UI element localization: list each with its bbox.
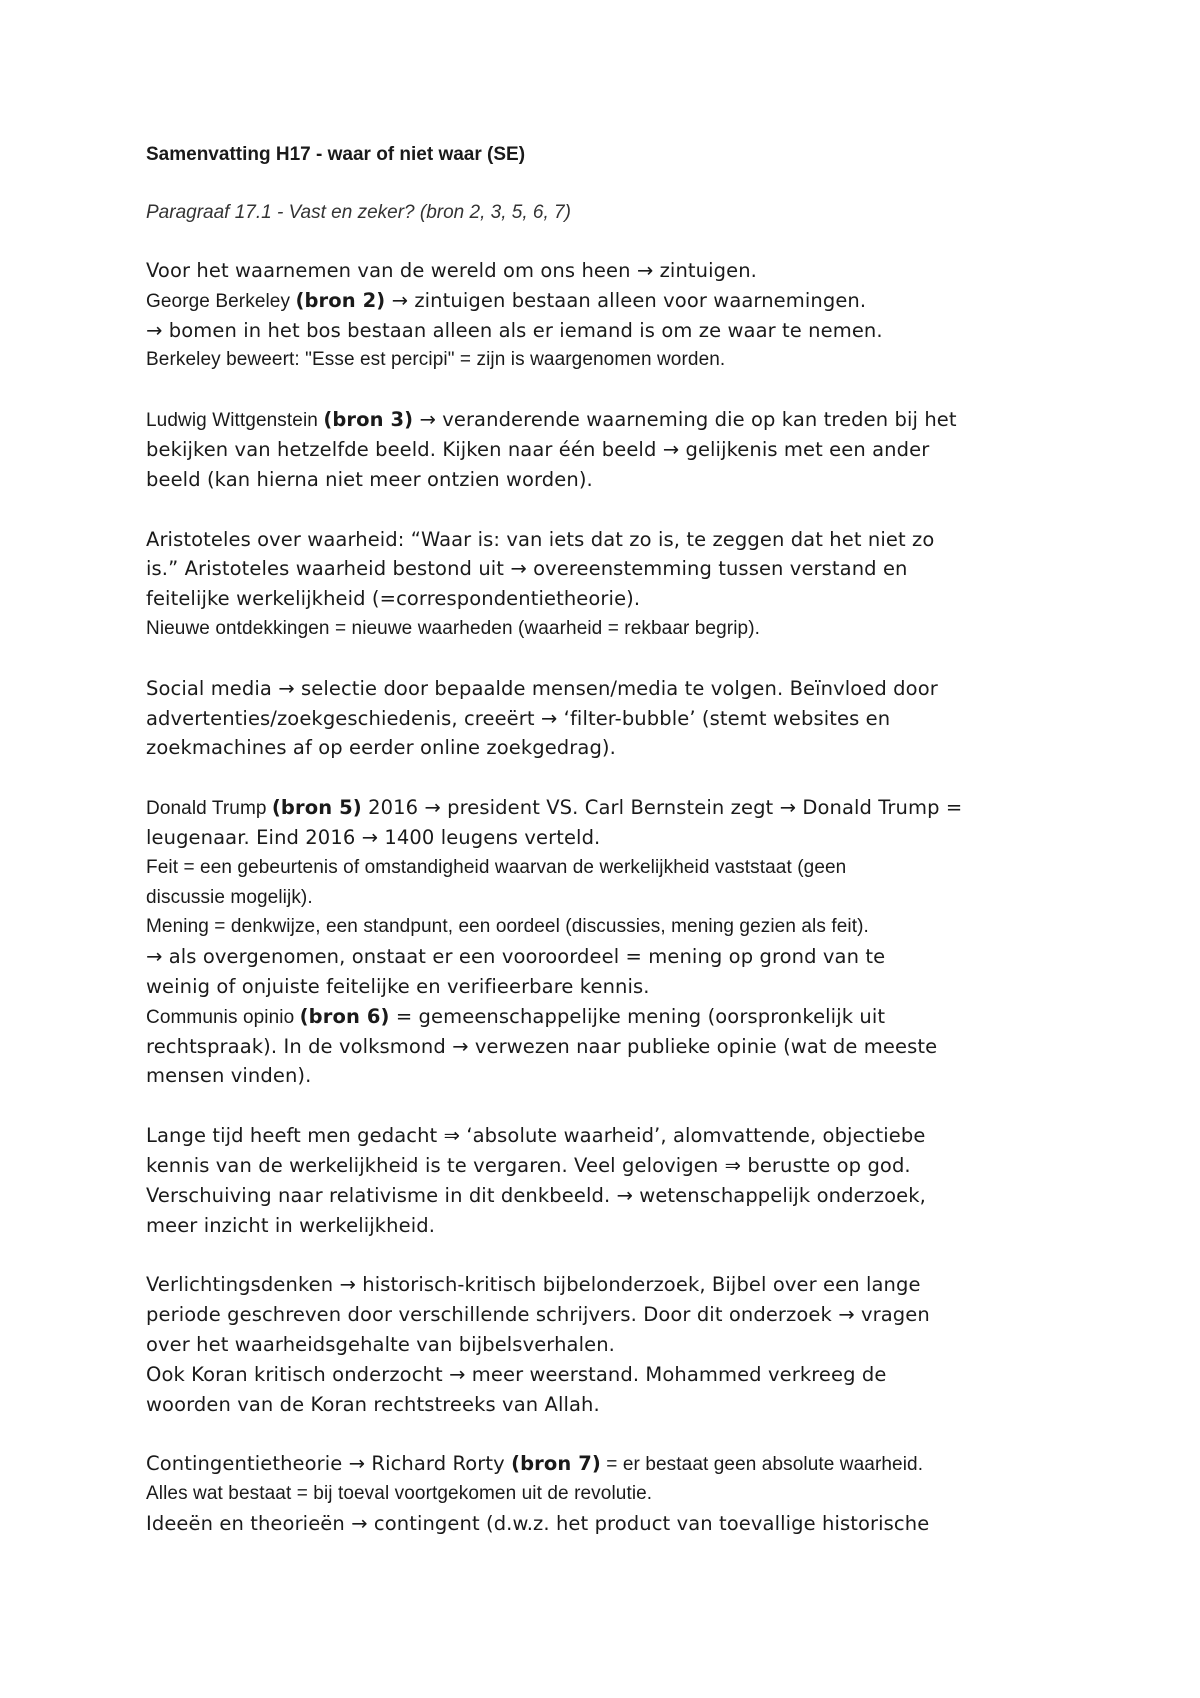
text-segment: → veranderende waarneming die op kan treden bij het	[413, 408, 957, 432]
text-segment: Ludwig Wittgenstein	[146, 410, 324, 432]
document-title: Samenvatting H17 - waar of niet waar (SE)	[146, 144, 526, 165]
text-segment: Mening = denkwijze, een standpunt, een oordeel (discussies, mening gezien als feit).	[146, 916, 869, 938]
text-line	[146, 1181, 1066, 1211]
text-segment: → zintuigen bestaan alleen voor waarnemingen.	[385, 288, 867, 312]
text-line	[146, 1270, 1066, 1300]
text-segment: Verlichtingsdenken → historisch-kritisch bijbelonderzoek, Bijbel over een lange	[146, 1273, 921, 1297]
text-line	[146, 1449, 1066, 1479]
text-line	[146, 1211, 1066, 1241]
text-segment: George Berkeley	[146, 290, 296, 312]
text-line	[146, 942, 1066, 972]
text-segment: advertenties/zoekgeschiedenis, creeërt → ‘filter-bubble’ (stemt websites en	[146, 706, 891, 730]
text-line	[146, 1300, 1066, 1330]
text-segment: periode geschreven door verschillende schrijvers. Door dit onderzoek → vragen	[146, 1303, 930, 1327]
paragraph	[146, 1121, 1066, 1240]
paragraph	[146, 1270, 1066, 1419]
text-segment: woorden van de Koran rechtstreeks van Allah.	[146, 1392, 600, 1416]
paragraph	[146, 674, 1066, 763]
text-segment: mensen vinden).	[146, 1064, 312, 1088]
document-body	[146, 140, 1066, 1569]
text-line	[146, 1479, 1066, 1509]
text-segment: over het waarheidsgehalte van bijbelsverhalen.	[146, 1332, 615, 1356]
text-line	[146, 435, 1066, 465]
text-line	[146, 1032, 1066, 1062]
text-segment: Voor het waarnemen van de wereld om ons heen → zintuigen.	[146, 259, 757, 282]
text-line	[146, 1121, 1066, 1151]
text-segment: beeld (kan hierna niet meer ontzien worden).	[146, 467, 593, 491]
paragraph	[146, 1449, 1066, 1538]
text-line	[146, 674, 1066, 704]
paragraph	[146, 256, 1066, 375]
text-line	[146, 1509, 1066, 1539]
text-line	[146, 912, 1066, 942]
text-segment: → als overgenomen, onstaat er een vooroordeel = mening op grond van te	[146, 945, 886, 969]
text-segment: Contingentietheorie → Richard Rorty	[146, 1452, 512, 1476]
text-line	[146, 584, 1066, 614]
text-segment: Verschuiving naar relativisme in dit denkbeeld. → wetenschappelijk onderzoek,	[146, 1183, 926, 1207]
paragraph-list	[146, 256, 1066, 1539]
text-segment: Social media → selectie door bepaalde mensen/media te volgen. Beïnvloed door	[146, 676, 938, 700]
text-segment: = gemeenschappelijke mening (oorspronkelijk uit	[389, 1004, 886, 1028]
text-line	[146, 793, 1066, 823]
text-line	[146, 823, 1066, 853]
text-line	[146, 1360, 1066, 1390]
source-reference: (bron 2)	[295, 288, 386, 312]
source-reference: (bron 3)	[323, 408, 414, 432]
source-reference: (bron 6)	[299, 1004, 390, 1028]
text-line	[146, 256, 1066, 286]
text-line	[146, 465, 1066, 495]
text-segment: zoekmachines af op eerder online zoekgedrag).	[146, 736, 616, 760]
paragraph	[146, 525, 1066, 644]
text-segment: rechtspraak). In de volksmond → verwezen naar publieke opinie (wat de meeste	[146, 1034, 938, 1058]
text-line	[146, 345, 1066, 375]
text-segment: weinig of onjuiste feitelijke en verifieerbare kennis.	[146, 974, 650, 998]
text-segment: = er bestaat geen absolute waarheid.	[600, 1454, 924, 1476]
text-segment: 2016 → president VS. Carl Bernstein zegt → Donald Trump =	[361, 796, 963, 820]
text-segment: discussie mogelijk).	[146, 886, 313, 908]
source-reference: (bron 7)	[511, 1452, 601, 1476]
text-segment: → bomen in het bos bestaan alleen als er iemand is om ze waar te nemen.	[146, 318, 883, 342]
text-line	[146, 554, 1066, 584]
text-line	[146, 733, 1066, 763]
text-segment: Ook Koran kritisch onderzocht → meer weerstand. Mohammed verkreeg de	[146, 1362, 887, 1386]
section-subtitle: Paragraaf 17.1 - Vast en zeker? (bron 2, 3, 5, 6, 7)	[146, 202, 571, 223]
text-line	[146, 1151, 1066, 1181]
text-segment: is.” Aristoteles waarheid bestond uit → overeenstemming tussen verstand en	[146, 557, 908, 581]
text-segment: Nieuwe ontdekkingen = nieuwe waarheden (waarheid = rekbaar begrip).	[146, 617, 761, 639]
text-segment: feitelijke werkelijkheid (=correspondentietheorie).	[146, 587, 641, 611]
source-reference: (bron 5)	[271, 796, 362, 820]
text-segment: Ideeën en theorieën → contingent (d.w.z. het product van toevallige historische	[146, 1511, 930, 1535]
text-segment: bekijken van hetzelfde beeld. Kijken naar één beeld → gelijkenis met een ander	[146, 437, 930, 461]
text-segment: Alles wat bestaat = bij toeval voortgekomen uit de revolutie.	[146, 1483, 653, 1505]
text-segment: meer inzicht in werkelijkheid.	[146, 1213, 435, 1237]
text-line	[146, 1330, 1066, 1360]
text-line	[146, 316, 1066, 346]
text-line	[146, 525, 1066, 555]
text-segment: Lange tijd heeft men gedacht ⇒ ‘absolute waarheid’, alomvattende, objectiebe	[146, 1124, 926, 1148]
text-segment: leugenaar. Eind 2016 → 1400 leugens verteld.	[146, 825, 601, 849]
text-line	[146, 883, 1066, 913]
text-segment: Berkeley beweert: "Esse est percipi" = zijn is waargenomen worden.	[146, 349, 726, 371]
text-segment: Feit = een gebeurtenis of omstandigheid waarvan de werkelijkheid vaststaat (geen	[146, 856, 847, 878]
paragraph	[146, 405, 1066, 494]
text-line	[146, 972, 1066, 1002]
text-line	[146, 1390, 1066, 1420]
paragraph	[146, 793, 1066, 1091]
text-line	[146, 704, 1066, 734]
text-line	[146, 853, 1066, 883]
text-line	[146, 1061, 1066, 1091]
text-segment: Aristoteles over waarheid: “Waar is: van iets dat zo is, te zeggen dat het niet zo	[146, 527, 935, 551]
text-line	[146, 286, 1066, 316]
text-segment: kennis van de werkelijkheid is te vergaren. Veel gelovigen ⇒ berustte op god.	[146, 1153, 911, 1177]
text-segment: Donald Trump	[146, 798, 272, 820]
text-segment: Communis opinio	[146, 1006, 300, 1028]
text-line	[146, 405, 1066, 435]
text-line	[146, 614, 1066, 644]
text-line	[146, 1002, 1066, 1032]
